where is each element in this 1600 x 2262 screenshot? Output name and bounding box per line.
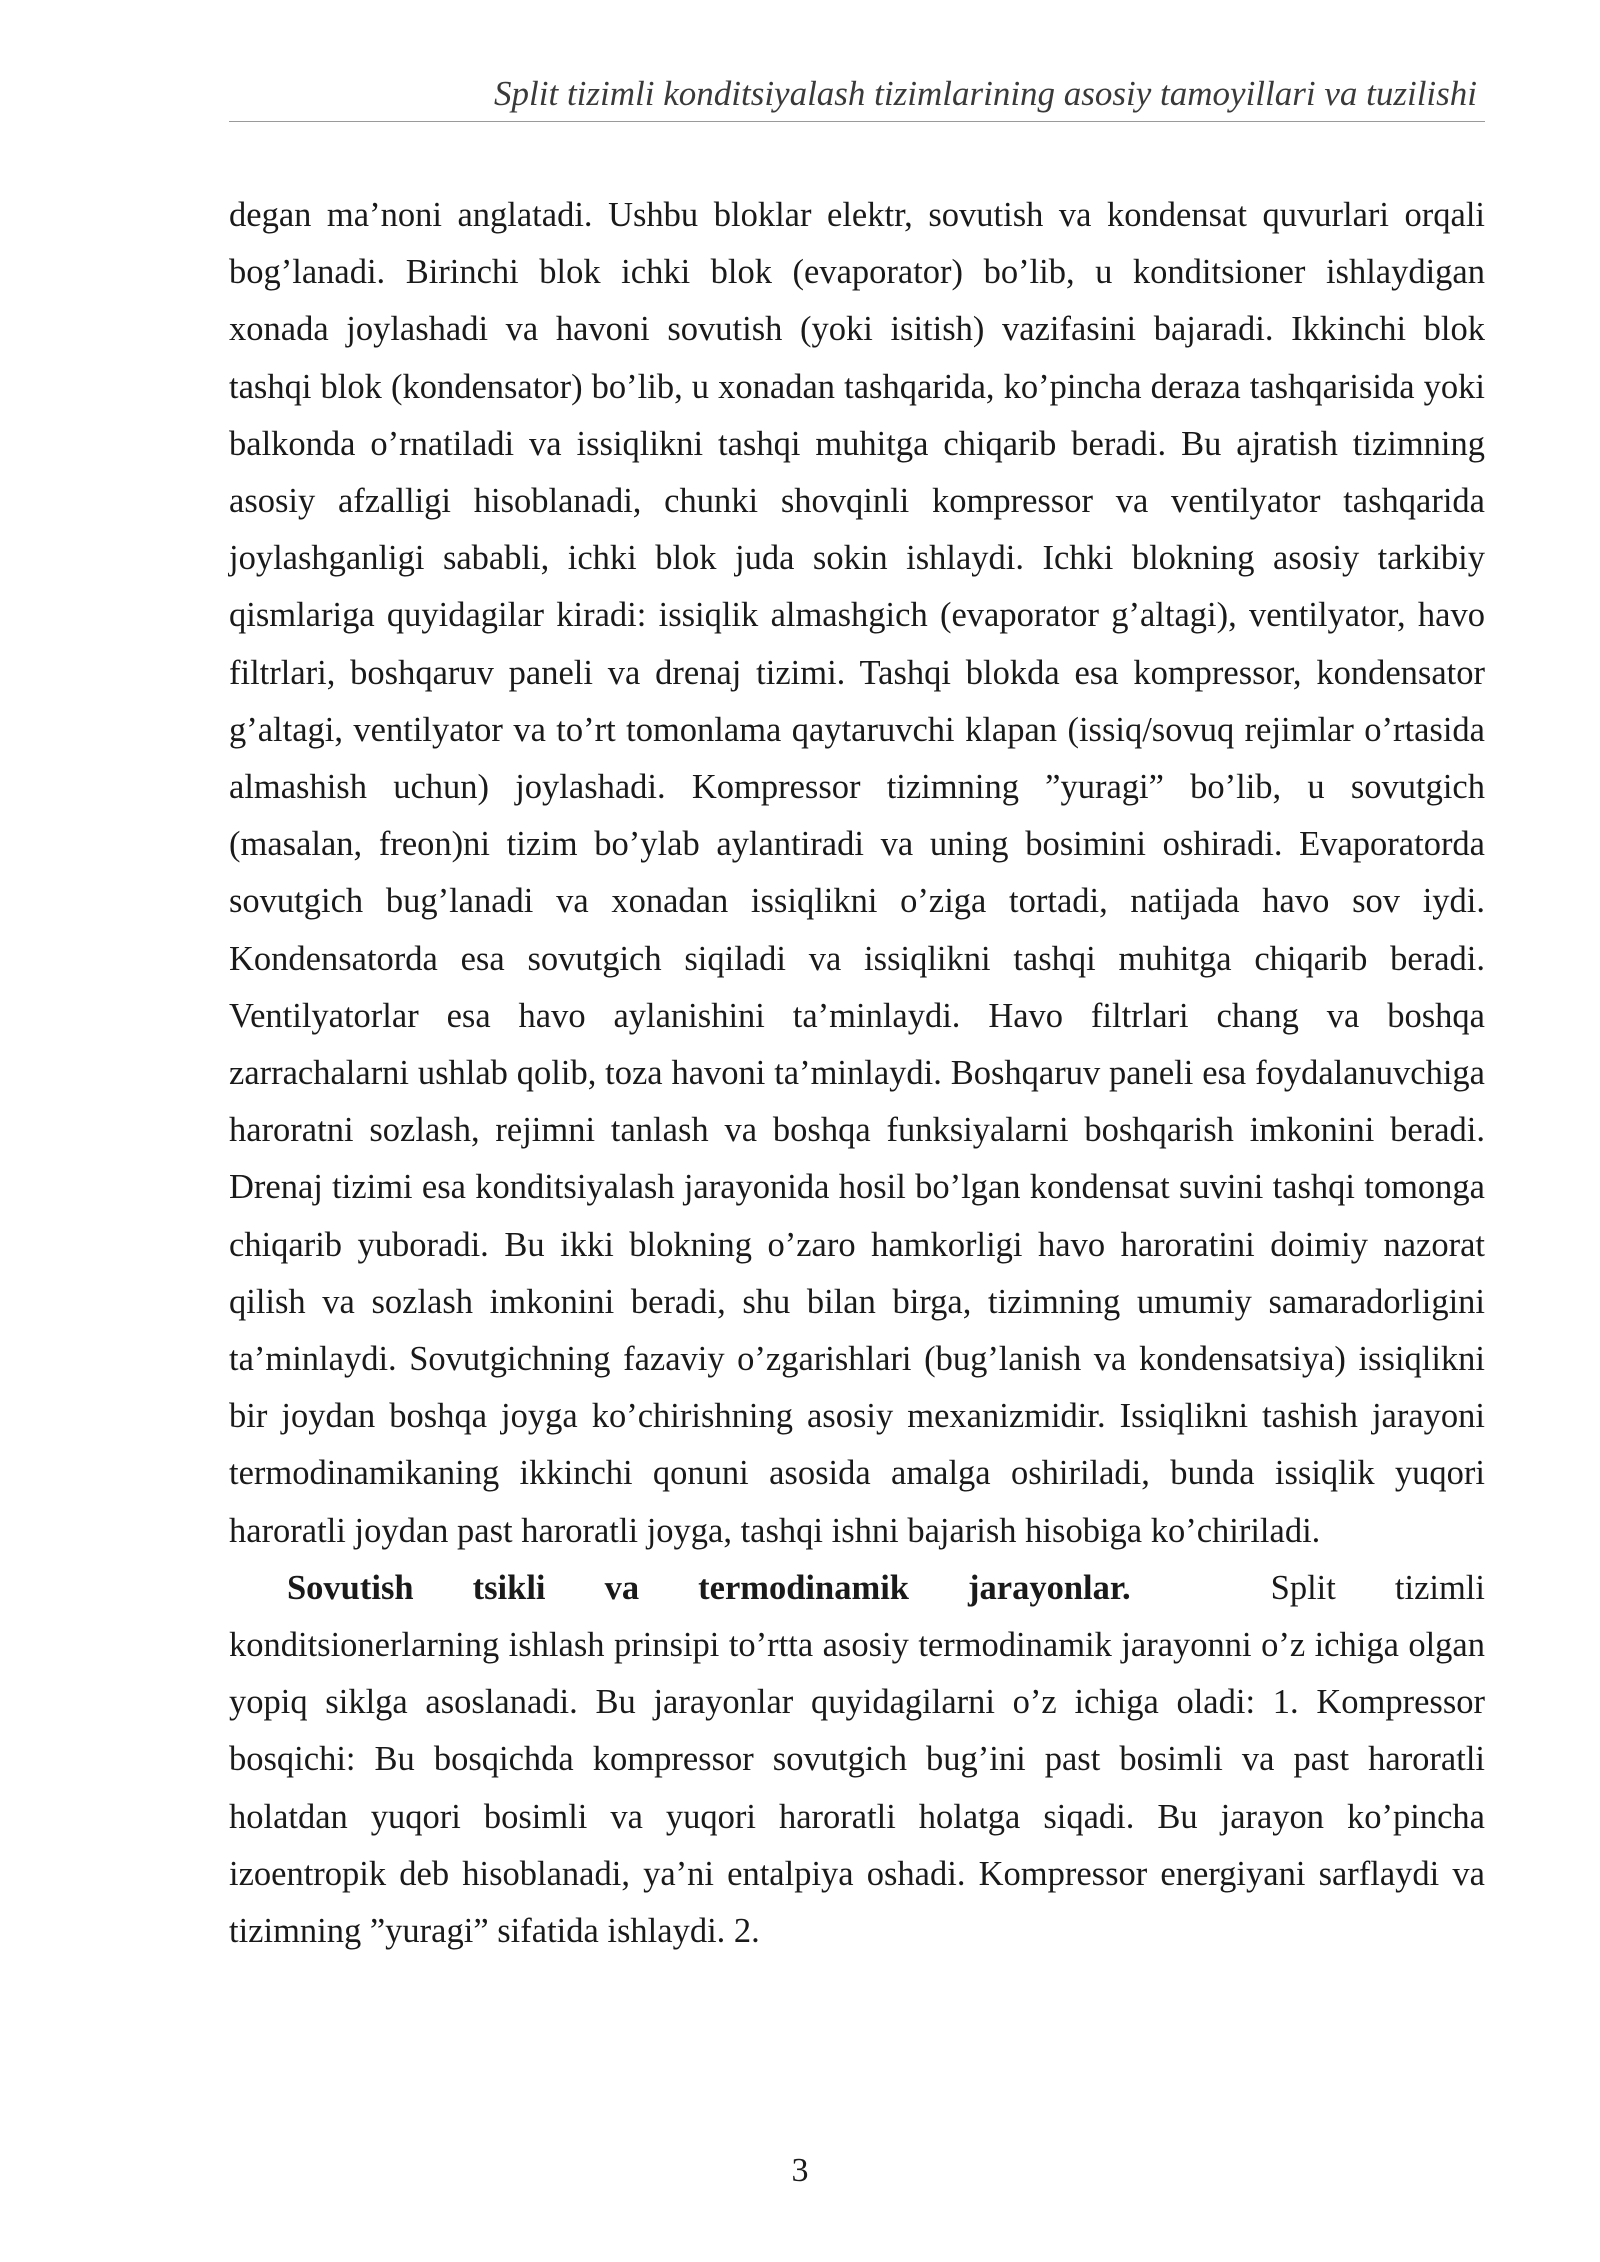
- page-number: 3: [791, 2152, 809, 2189]
- section-heading: Sovutish tsikli va termodinamik jarayonlar.: [287, 1568, 1131, 1607]
- running-header-title: Split tizimli konditsiyalash tizimlarining asosiy tamoyillari va tuzilishi: [494, 74, 1477, 113]
- body-paragraph: degan ma’noni anglatadi. Ushbu bloklar elektr, sovutish va kondensat quvurlari orqali bog’lanadi. Birinchi blok ichki blok (evaporator) bo’lib, u konditsioner ishlaydigan xonada joylashadi va havoni sovutish (yoki isitish) vazifasini bajaradi. Ikkinchi blok tashqi blok (kondensator) bo’lib, u xonadan tashqarida, ko’pincha deraza tashqarisida yoki balkonda o’rnatiladi va issiqlikni tashqi muhitga chiqarib beradi. Bu ajratish tizimning asosiy afzalligi hisoblanadi, chunki shovqinli kompressor va ventilyator tashqarida joylashganligi sababli, ichki blok juda sokin ishlaydi. Ichki blokning asosiy tarkibiy qismlariga quyidagilar kiradi: issiqlik almashgich (evaporator g’altagi), ventilyator, havo filtrlari, boshqaruv paneli va drenaj tizimi. Tashqi blokda esa kompressor, kondensator g’altagi, ventilyator va to’rt tomonlama qaytaruvchi klapan (issiq/sovuq rejimlar o’rtasida almashish uchun) joylashadi. Kompressor tizimning ”yuragi” bo’lib, u sovutgich (masalan, freon)ni tizim bo’ylab aylantiradi va uning bosimini oshiradi. Evaporatorda sovutgich bug’lanadi va xonadan issiqlikni o’ziga tortadi, natijada havo sov iydi. Kondensatorda esa sovutgich siqiladi va issiqlikni tashqi muhitga chiqarib beradi. Ventilyatorlar esa havo aylanishini ta’minlaydi. Havo filtrlari chang va boshqa zarrachalarni ushlab qolib, toza havoni ta’minlaydi. Boshqaruv paneli esa foydalanuvchiga haroratni sozlash, rejimni tanlash va boshqa funksiyalarni boshqarish imkonini beradi. Drenaj tizimi esa konditsiyalash jarayonida hosil bo’lgan kondensat suvini tashqi tomonga chiqarib yuboradi. Bu ikki blokning o’zaro hamkorligi havo haroratini doimiy nazorat qilish va sozlash imkonini beradi, shu bilan birga, tizimning umumiy samaradorligini ta’minlaydi. Sovutgichning fazaviy o’zgarishlari (bug’lanish va kondensatsiya) issiqlikni bir joydan boshqa joyga ko’chirishning asosiy mexanizmidir. Issiqlikni tashish jarayoni termodinamikaning ikkinchi qonuni asosida amalga oshiriladi, bunda issiqlik yuqori haroratli joydan past haroratli joyga, tashqi ishni bajarish hisobiga ko’chiriladi.: [229, 196, 1485, 1550]
- section-text: Split tizimli konditsionerlarning ishlash prinsipi to’rtta asosiy termodinamik jarayonni o’z ichiga olgan yopiq siklga asoslanadi. Bu jarayonlar quyidagilarni o’z ichiga oladi: 1. Kompressor bosqichi: Bu bosqichda kompressor sovutgich bug’ini past bosimli va past haroratli holatdan yuqori bosimli va yuqori haroratli holatga siqadi. Bu jarayon ko’pincha izoentropik deb hisoblanadi, ya’ni entalpiya oshadi. Kompressor energiyani sarflaydi va tizimning ”yuragi” sifatida ishlaydi. 2.: [229, 1568, 1485, 1951]
- running-header: [229, 72, 1485, 122]
- page-body: [229, 187, 1485, 1960]
- section-paragraph: [229, 1560, 1485, 1960]
